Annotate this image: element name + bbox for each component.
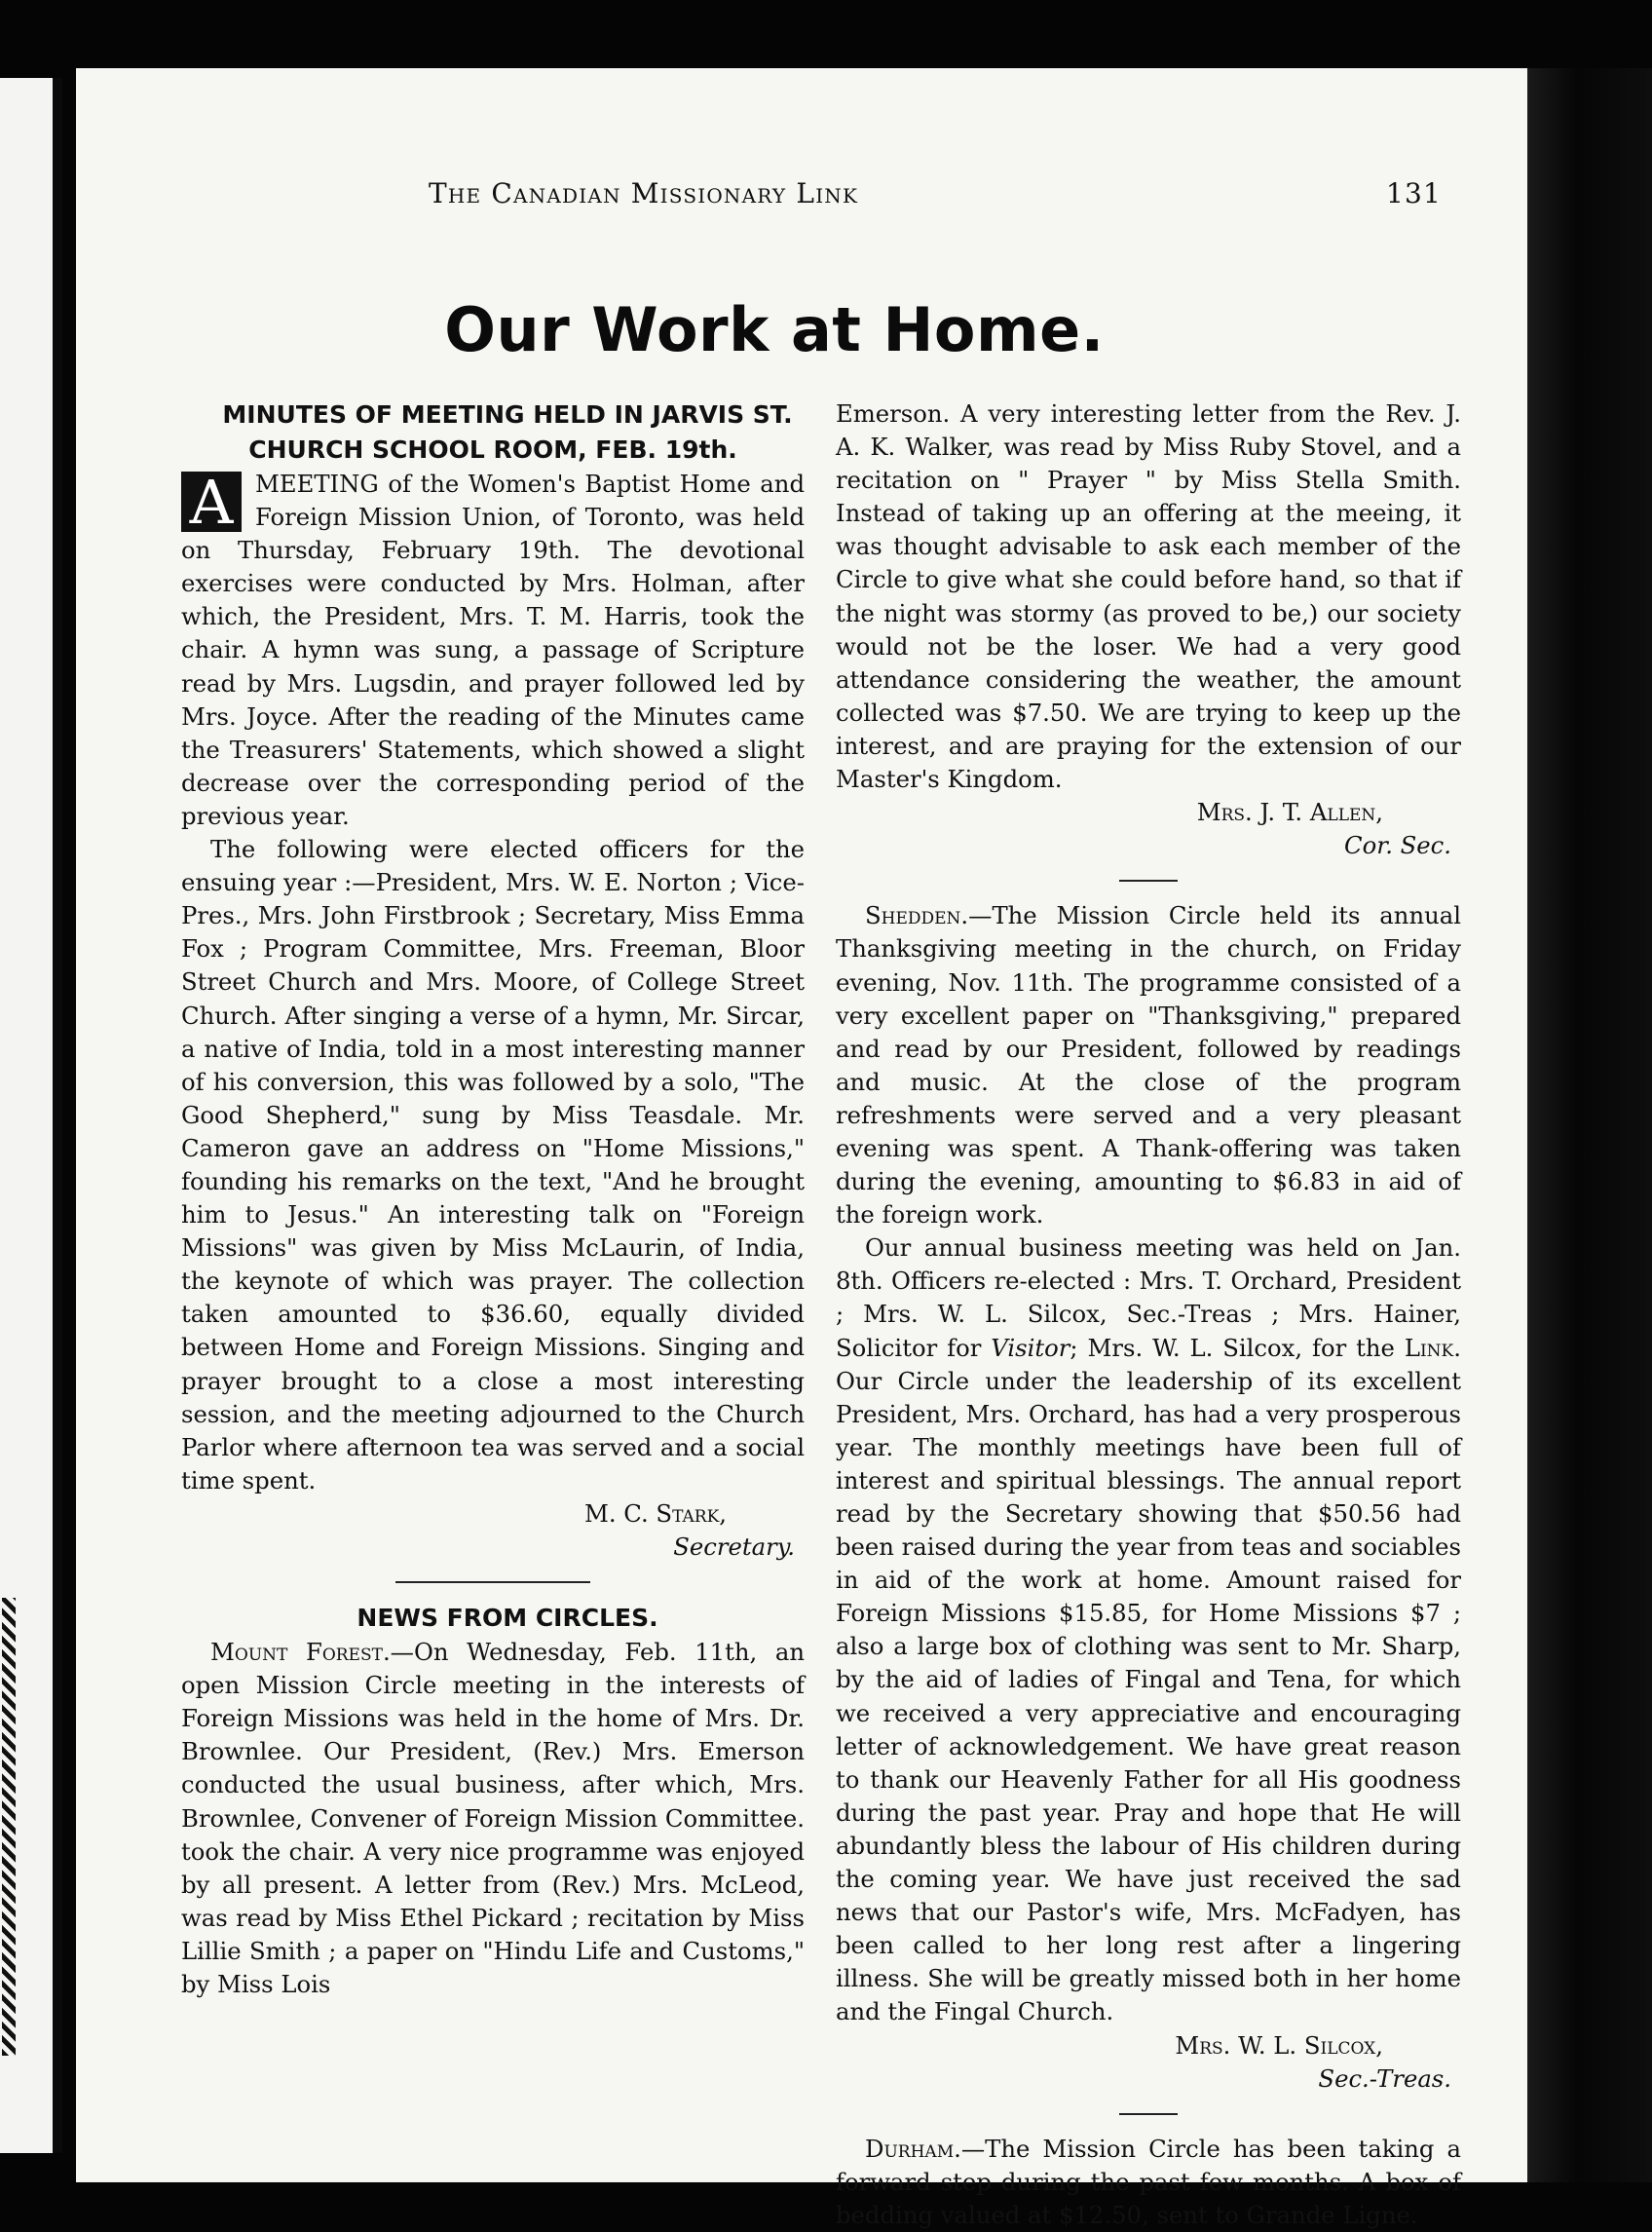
facing-page-ornament (2, 1598, 16, 2056)
minutes-paragraph-1-text: MEETING of the Women's Baptist Home and Foreign Mission Union, of Toronto, was held on Thursday, February 19th. The devotional exercises were conducted by Mrs. Holman, after which, the President, Mrs. T. M. Harris, took the chair. A hymn was sung, a passage of Scripture read by Mrs. Lugsdin, and prayer followed led by Mrs. Joyce. After the reading of the Minutes came the Treasurers' Statements, which showed a slight decrease over the corresponding period of the previous year. (181, 470, 805, 830)
news-heading: NEWS FROM CIRCLES. (357, 1604, 658, 1633)
page-number: 131 (1385, 177, 1442, 209)
minutes-signature-name: M. C. Stark, (583, 1498, 727, 1528)
shedden-lead: Shedden. (865, 901, 969, 930)
facing-page-edge (0, 78, 62, 2153)
durham-paragraph (836, 2133, 1461, 2232)
left-column (181, 397, 805, 2001)
shedden-paragraph-2 (836, 1231, 1461, 2028)
mount-forest-text: —On Wednesday, Feb. 11th, an open Mission Circle meeting in the interests of Foreign Missions was held in the home of Mrs. Dr. Brownlee. Our President, (Rev.) Mrs. Emerson conducted the usual business, after which, Mrs. Brownlee, Convener of Foreign Mission Committee. took the chair. A very nice programme was enjoyed by all present. A letter from (Rev.) Mrs. McLeod, was read by Miss Ethel Pickard ; recitation by Miss Lillie Smith ; a paper on "Hindu Life and Customs," by Miss Lois (181, 1638, 805, 1999)
mount-forest-signature-name: Mrs. J. T. Allen, (1196, 798, 1383, 827)
minutes-paragraph-1 (181, 468, 805, 833)
mount-forest-continued: Emerson. A very interesting letter from the Rev. J. A. K. Walker, was read by Miss Ruby Stovel, and a recitation on " Prayer " by Miss Stella Smith. Instead of taking up an offering at the meeing, it was thought advisable to ask each member of the Circle to give what she could before hand, so that if the night was stormy (as proved to be,) our society would not be the loser. We had a very good attendance considering the weather, the amount collected was $7.50. We are trying to keep up the interest, and are praying for the extension of our Master's Kingdom. (836, 399, 1461, 794)
mount-forest-paragraph (181, 1636, 805, 2001)
visitor-title: Visitor (991, 1333, 1070, 1362)
minutes-heading: MINUTES OF MEETING HELD IN JARVIS ST. CHURCH SCHOOL ROOM, FEB. 19th. (222, 400, 793, 464)
book-gutter (53, 78, 62, 2153)
running-head (429, 177, 1442, 209)
right-column (836, 397, 1461, 2232)
shedden-paragraph-1 (836, 899, 1461, 1231)
mount-forest-signature-title: Cor. Sec. (1344, 831, 1451, 860)
shedden-signature-title: Sec.-Treas. (1318, 2063, 1451, 2093)
durham-lead: Durham. (865, 2134, 961, 2163)
section-divider (1119, 880, 1178, 882)
shedden-text-1: —The Mission Circle held its annual Thanksgiving meeting in the church, on Friday evening, Nov. 11th. The programme consisted of a very excellent paper on "Thanksgiving," prepared and read by our President, followed by readings and music. At the close of the program refreshments were served and a very pleasant evening was spent. A Thank-offering was taken during the evening, amounting to $6.83 in aid of the foreign work. (836, 901, 1461, 1229)
journal-title: The Canadian Missionary Link (429, 177, 859, 209)
book-spine (1527, 68, 1652, 2182)
section-divider (395, 1581, 590, 1583)
section-divider (1119, 2113, 1178, 2115)
minutes-paragraph-2: The following were elected officers for the ensuing year :—President, Mrs. W. E. Norton ; Vice-Pres., Mrs. John Firstbrook ; Secretary, Miss Emma Fox ; Program Committee, Mrs. Freeman, Bloor Street Church and Mrs. Moore, of College Street Church. After singing a verse of a hymn, Mr. Sircar, a native of India, told in a most interesting manner of his conversion, this was followed by a solo, "The Good Shepherd," sung by Miss Teasdale. Mr. Cameron gave an address on "Home Missions," founding his remarks on the text, "And he brought him to Jesus." An interesting talk on "Foreign Missions" was given by Miss McLaurin, of India, the keynote of which was prayer. The collection taken amounted to $36.60, equally divided between Home and Foreign Missions. Singing and prayer brought to a close a most interesting session, and the meeting adjourned to the Church Parlor where afternoon tea was served and a social time spent. (181, 835, 805, 1494)
shedden-signature-name: Mrs. W. L. Silcox, (1175, 2030, 1383, 2060)
shedden-text-2b: ; Mrs. W. L. Silcox, for the (1070, 1333, 1405, 1362)
shedden-text-2a: Our annual business meeting was held on Jan. 8th. Officers re-elected : Mrs. T. Orchard, President ; Mrs. W. L. Silcox, Sec.-Treas ; Mrs. Hainer, Solicitor for (836, 1233, 1461, 1362)
drop-cap: A (181, 472, 242, 532)
page-title: Our Work at Home. (444, 294, 1105, 365)
durham-text: —The Mission Circle has been taking a forward step during the past few months. A box of bedding valued at $12.50, sent to Grande Ligne. (836, 2134, 1461, 2229)
minutes-signature-title: Secretary. (673, 1532, 795, 1561)
link-title: Link (1404, 1333, 1454, 1362)
shedden-text-2c: . Our Circle under the leadership of its excellent President, Mrs. Orchard, has had a very prosperous year. The monthly meetings have been full of interest and spiritual blessings. The annual report read by the Secretary showing that $50.56 had been raised during the year from teas and sociables in aid of the work at home. Amount raised for Foreign Missions $15.85, for Home Missions $7 ; also a large box of clothing was sent to Mr. Sharp, by the aid of ladies of Fingal and Tena, for which we received a very appreciative and encouraging letter of acknowledgement. We have great reason to thank our Heavenly Father for all His goodness during the past year. Pray and hope that He will abundantly bless the labour of His children during the coming year. We have just received the sad news that our Pastor's wife, Mrs. McFadyen, has been called to her long rest after a lingering illness. She will be greatly missed both in her home and the Fingal Church. (836, 1333, 1461, 2026)
mount-forest-lead: Mount Forest. (210, 1638, 391, 1667)
